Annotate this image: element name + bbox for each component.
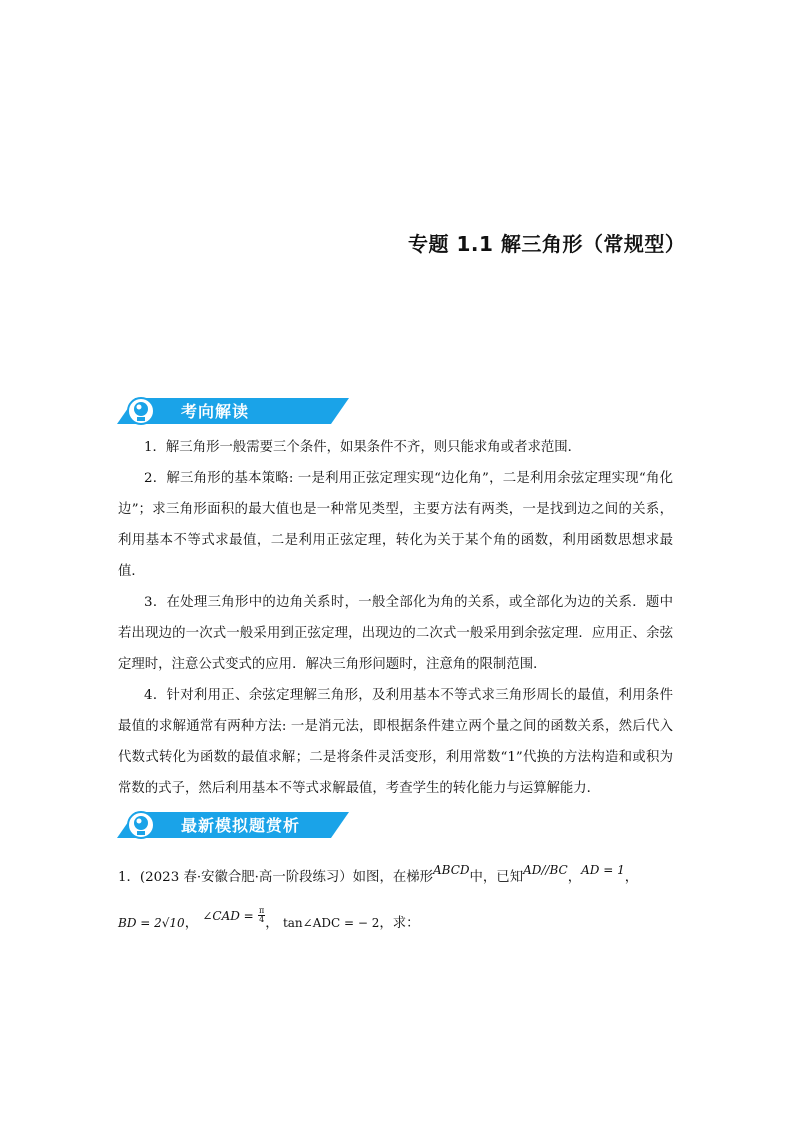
problem-comma-2: ，	[265, 916, 279, 931]
problem-mid: 中，已知	[469, 870, 524, 885]
paragraph-2: 2．解三角形的基本策略: 一是利用正弦定理实现“边化角”，二是利用余弦定理实现“角化边”；求三角形面积的最大值也是一种常见类型，主要方法有两类，一是找到边之间的关系，利用基本不等式求最值，二是利用正弦定理，转化为关于某个角的函数，利用函数思想求最值．	[118, 471, 673, 579]
math-tan: tan∠ADC = − 2	[282, 916, 380, 930]
section-title-reading: 考向解读	[181, 402, 250, 421]
frac-den: 4	[259, 915, 265, 924]
paragraph-4: 4．针对利用正、余弦定理解三角形，及利用基本不等式求三角形周长的最值，利用条件最值的求解通常有两种方法: 一是消元法，即根据条件建立两个量之间的函数关系，然后代入代数式转化为函数的最值求解；二是将条件灵活变形，利用常数“1”代换的方法构造和或积为常数的式子，然后利用基本不等式求解最值，考查学生的转化能力与运算解能力．	[118, 688, 673, 796]
math-cond1: AD//BC	[523, 863, 568, 877]
problem-comma: ，	[184, 916, 199, 931]
math-fraction	[258, 907, 265, 924]
math-cond2: AD = 1	[581, 863, 625, 877]
paragraph-3: 3．在处理三角形中的边角关系时，一般全部化为角的关系，或全部化为边的关系．题中若出现边的一次式一般采用到正弦定理，出现边的二次式一般采用到余弦定理．应用正、余弦定理时，注意公式变式的应用．解决三角形问题时，注意角的限制范围．	[118, 595, 673, 672]
section-banner-practice	[117, 810, 349, 840]
section-banner-reading	[117, 396, 349, 426]
problem-tail: ，求：	[379, 916, 420, 931]
page-title: 专题 1.1 解三角形（常规型）	[408, 232, 686, 256]
problem-line-1	[118, 863, 639, 885]
problem-prefix: 1．(2023 春·安徽合肥·高一阶段练习）如图，在梯形	[118, 870, 434, 885]
frac-num: π	[259, 906, 265, 915]
problem-sep: ，	[567, 870, 582, 885]
math-shape: ABCD	[433, 863, 470, 877]
problem-end1: ，	[624, 870, 639, 885]
math-angle: ∠CAD =	[202, 909, 254, 923]
paragraph-1: 1．解三角形一般需要三个条件，如果条件不齐，则只能求角或者求范围．	[144, 440, 582, 455]
problem-line-2	[118, 906, 420, 932]
section-title-practice: 最新模拟题赏析	[181, 816, 301, 835]
math-bd: BD = 2√10	[118, 916, 185, 930]
